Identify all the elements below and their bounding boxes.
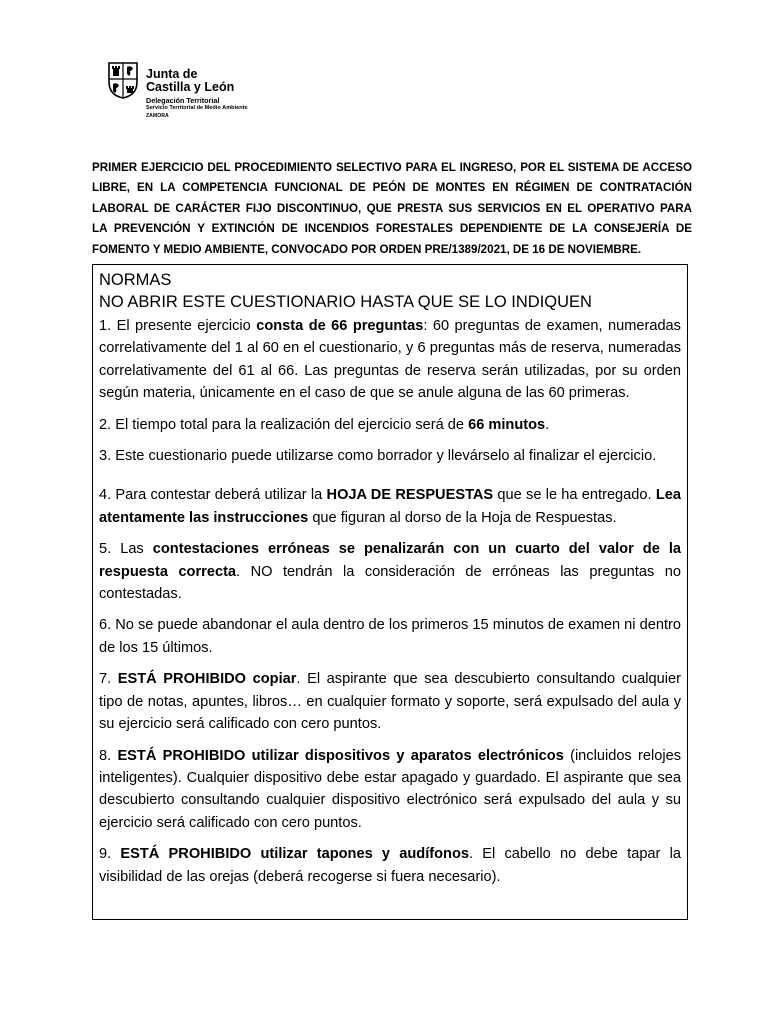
rule-text: (incluidos relojes inteligentes). Cualquier dispositivo debe estar apagado y guardado. El aspirante que sea descubierto consultando cualquier dispositivo electrónico será expulsado del aula y su ejercicio será calificado con cero puntos.: [99, 747, 681, 831]
brand-line-2: Castilla y León: [146, 80, 235, 94]
rule-4: [99, 484, 681, 529]
rules-title: NORMAS: [99, 271, 172, 289]
rule-text: que figuran al dorso de la Hoja de Respuestas.: [308, 509, 617, 526]
rule-text: consta de 66 preguntas: [256, 318, 424, 334]
brand-name: [146, 68, 234, 94]
rule-text: ESTÁ PROHIBIDO copiar: [117, 671, 297, 688]
rule-text: HOJA DE RESPUESTAS: [326, 487, 494, 504]
heading-line: PRIMER EJERCICIO DEL PROCEDIMIENTO SELECTIVO PARA EL INGRESO, POR EL SISTEMA DE ACCESO: [92, 161, 692, 174]
heading-line: LA PREVENCIÓN Y EXTINCIÓN DE INCENDIOS FORESTALES DEPENDIENTE DE LA CONSEJERÍA DE: [92, 222, 692, 236]
header-logo: [106, 60, 346, 122]
rule-text: 2. El tiempo total para la realización del ejercicio será de: [99, 416, 469, 433]
rule-text: 7.: [99, 671, 118, 688]
rule-text: . El cabello no debe tapar la visibilidad de las orejas (deberá recogerse si fuera necesario).: [99, 846, 681, 885]
rules-box: [92, 264, 688, 920]
rule-3: [99, 445, 681, 467]
rule-text: 3. Este cuestionario puede utilizarse como borrador y llevárselo al finalizar el ejercicio.: [99, 448, 657, 465]
brand-line-1: Junta de: [146, 67, 198, 81]
rule-7: [99, 668, 681, 735]
rule-text: : 60 preguntas de examen, numeradas correlativamente del 1 al 60 en el cuestionario, y 6 preguntas más de reserva, numeradas correlativamente del 61 al 66. Las preguntas de reserva serán utilizadas, por su orden según materia, únicamente en el caso de que se anule alguna de las 60 primeras.: [99, 318, 681, 402]
heading-line: LABORAL DE CARÁCTER FIJO DISCONTINUO, QUE PRESTA SUS SERVICIOS EN EL OPERATIVO PARA: [92, 201, 692, 215]
rule-text: 5. Las: [99, 541, 153, 558]
rule-text: ESTÁ PROHIBIDO utilizar dispositivos y aparatos electrónicos: [117, 747, 564, 764]
rule-text: 1. El presente ejercicio: [99, 318, 257, 334]
rule-text: . El aspirante que sea descubierto consultando cualquier tipo de notas, apuntes, libros… en cualquier formato y soporte, será expulsado del aula y su ejercicio será calificado con cero puntos.: [99, 671, 681, 733]
rule-text: contestaciones erróneas se penalizarán con un cuarto del valor de la respuesta correcta: [99, 541, 682, 580]
rule-1: [99, 315, 681, 405]
city-label: ZAMORA: [146, 113, 169, 119]
rule-text: 4. Para contestar deberá utilizar la: [99, 487, 327, 504]
rule-text: 6. No se puede abandonar el aula dentro de los primeros 15 minutos de examen ni dentro de los 15 últimos.: [99, 617, 681, 656]
rule-text: . NO tendrán la consideración de erróneas las preguntas no contestadas.: [99, 563, 681, 603]
exam-heading: [92, 158, 692, 260]
rule-text: que se le ha entregado.: [493, 487, 656, 504]
rule-text: 66 minutos: [468, 416, 546, 433]
rule-6: [99, 614, 681, 659]
rules-list: [99, 315, 681, 888]
rule-text: 8.: [99, 747, 118, 764]
rule-text: .: [545, 416, 550, 433]
rule-2: [99, 414, 681, 436]
coat-of-arms-icon: [106, 60, 140, 100]
rule-5: [99, 538, 681, 605]
service-label: Servicio Territorial de Medio Ambiente: [146, 105, 248, 111]
rule-8: [99, 745, 681, 835]
rule-text: ESTÁ PROHIBIDO utilizar tapones y audífonos: [120, 846, 470, 863]
heading-line: LIBRE, EN LA COMPETENCIA FUNCIONAL DE PEÓN DE MONTES EN RÉGIMEN DE CONTRATACIÓN: [92, 181, 692, 195]
delegation-label: Delegación Territorial: [146, 96, 220, 105]
rules-subtitle: NO ABRIR ESTE CUESTIONARIO HASTA QUE SE LO INDIQUEN: [99, 293, 592, 311]
rule-9: [99, 843, 681, 888]
rule-text: Lea atentamente las instrucciones: [99, 487, 681, 526]
rule-text: 9.: [99, 846, 121, 863]
heading-line: FOMENTO Y MEDIO AMBIENTE, CONVOCADO POR ORDEN PRE/1389/2021, DE 16 DE NOVIEMBRE.: [92, 242, 642, 256]
